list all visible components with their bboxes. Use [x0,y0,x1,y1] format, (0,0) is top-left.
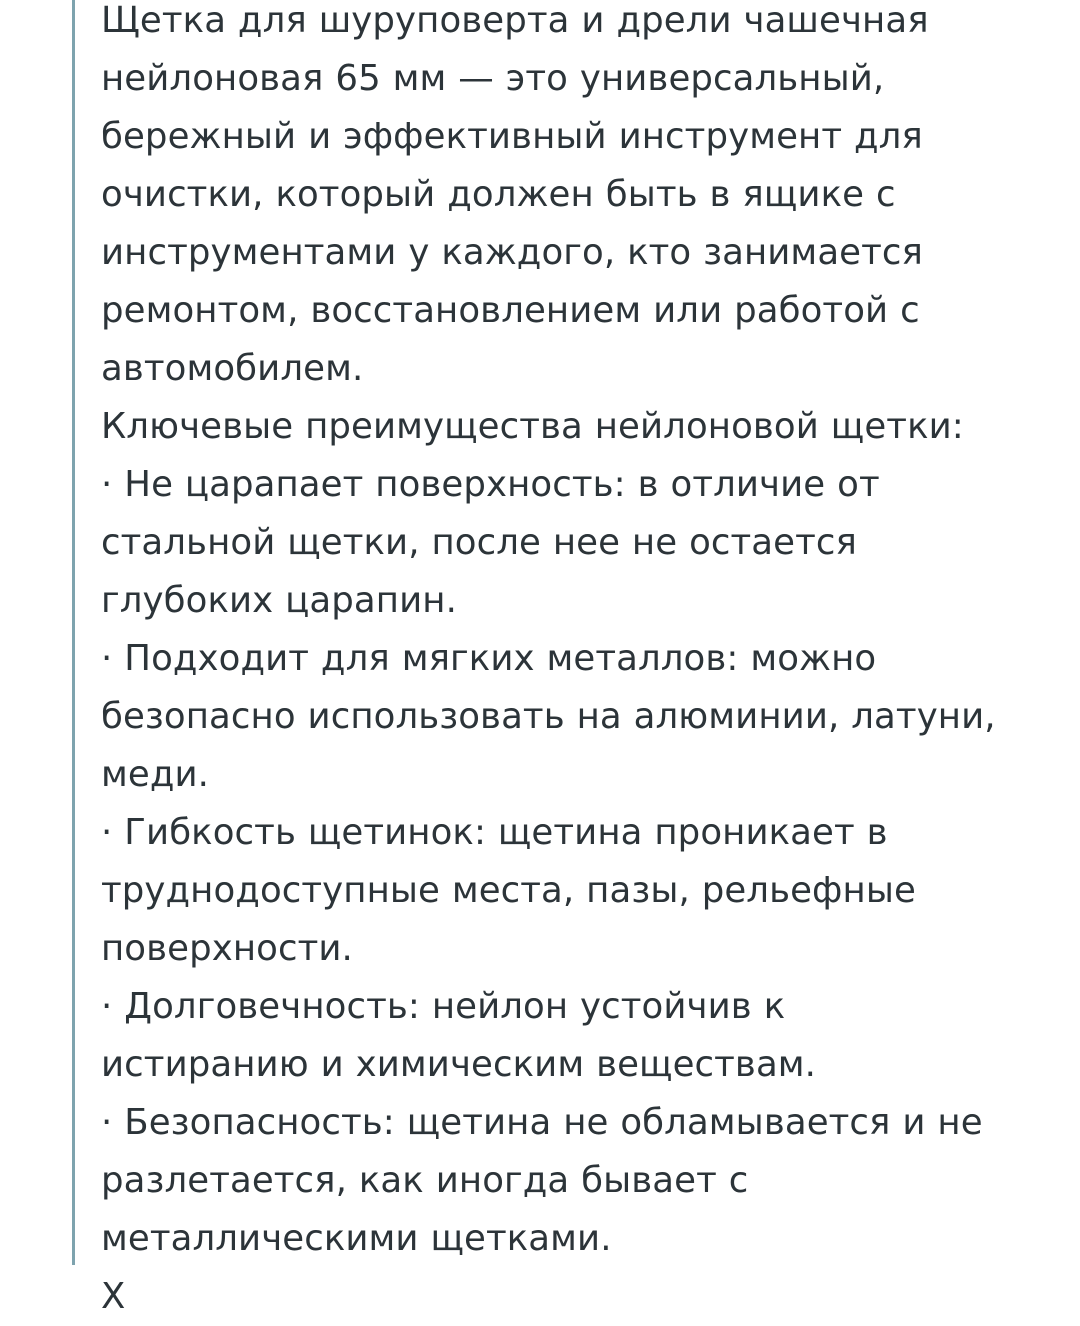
paragraph-benefits-heading: Ключевые преимущества нейлоновой щетки: [101,406,964,447]
list-item-safety: · Безопасность: щетина не обламывается и не разлетается, как иногда бывает с металлическими щетками. [101,1102,983,1259]
list-item-durability: · Долговечность: нейлон устойчив к истиранию и химическим веществам. [101,986,817,1085]
list-item-no-scratch: · Не царапает поверхность: в отличие от стальной щетки, после нее не остается глубоких царапин. [101,464,880,621]
quote-rail [72,0,75,1265]
paragraph-intro: Щетка для шуруповерта и дрели чашечная нейлоновая 65 мм — это универсальный, бережный и эффективный инструмент для очистки, который должен быть в ящике с инструментами у каждого, кто занимается ремонтом, восстановлением или работой с автомобилем. [101,0,929,389]
clipped-next-line: Х [101,1276,126,1317]
list-item-flexibility: · Гибкость щетинок: щетина проникает в труднодоступные места, пазы, рельефные поверхности. [101,812,916,969]
document-body [101,0,1001,1317]
list-item-soft-metals: · Подходит для мягких металлов: можно безопасно использовать на алюминии, латуни, меди. [101,638,996,795]
